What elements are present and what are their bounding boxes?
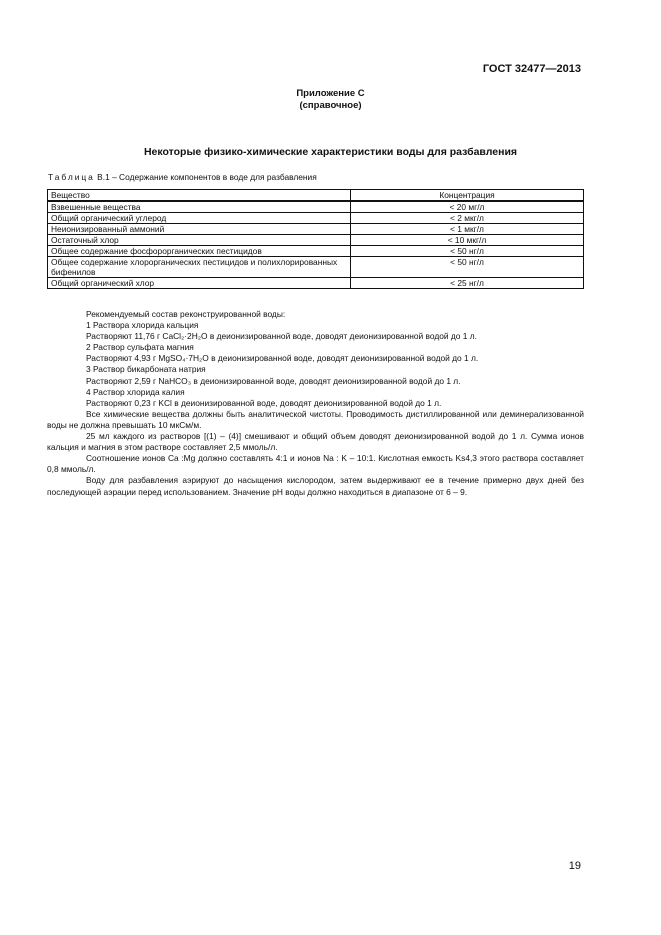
paragraph: 1 Раствора хлорида кальция xyxy=(86,320,199,331)
concentration-cell: < 1 мкг/л xyxy=(351,224,584,235)
header-substance: Вещество xyxy=(48,190,351,202)
paragraph: Воду для разбавления аэрируют до насыщения кислородом, затем выдерживают ее в течение примерно двух дней без последующей аэрации перед использованием. Значение pH воды должно находиться в диапазоне от 6 – 9. xyxy=(47,475,584,497)
substance-cell: Неионизированный аммоний xyxy=(48,224,351,235)
table-row xyxy=(48,278,584,289)
concentration-cell: < 10 мкг/л xyxy=(351,235,584,246)
paragraph: Растворяют 0,23 г KCl в деионизированной воде, доводят деионизированной водой до 1 л. xyxy=(86,397,442,408)
table-row xyxy=(48,257,584,278)
table-row xyxy=(48,246,584,257)
annex-subtitle: (справочное) xyxy=(299,100,362,111)
concentration-cell: < 50 нг/л xyxy=(351,257,584,278)
paragraph: Растворяют 11,76 г CaCl₂·2H₂O в деионизированной воде, доводят деионизированной водой до 1 л. xyxy=(86,331,477,342)
substance-cell: Общий органический хлор xyxy=(48,278,351,289)
paragraph: 3 Раствор бикарбоната натрия xyxy=(86,364,206,375)
body-text xyxy=(47,309,584,498)
paragraph: Соотношение ионов Ca :Mg должно составлять 4:1 и ионов Na : K – 10:1. Кислотная емкость Ks4,3 этого раствора составляет 0,8 ммоль/л. xyxy=(47,453,584,475)
table-row xyxy=(48,224,584,235)
table-row xyxy=(48,235,584,246)
paragraph: 25 мл каждого из растворов [(1) – (4)] смешивают и общий объем доводят деионизированной водой до 1 л. Сумма ионов кальция и магния в этом растворе составляет 2,5 ммоль/л. xyxy=(47,431,584,453)
standard-number: ГОСТ 32477—2013 xyxy=(482,63,581,75)
page-number: 19 xyxy=(568,860,581,872)
substance-cell: Взвешенные вещества xyxy=(48,201,351,213)
paragraph: Растворяют 4,93 г MgSO₄·7H₂O в деионизированной воде, доводят деионизированной водой до 1 л. xyxy=(86,353,479,364)
concentration-cell: < 50 нг/л xyxy=(351,246,584,257)
table-caption xyxy=(48,172,317,182)
substance-cell: Остаточный хлор xyxy=(48,235,351,246)
table-caption-label: Таблица xyxy=(48,172,95,182)
annex-heading xyxy=(0,88,661,112)
table-row xyxy=(48,201,584,213)
substance-cell: Общий органический углерод xyxy=(48,213,351,224)
paragraph: 4 Раствор хлорида калия xyxy=(86,386,185,397)
section-title: Некоторые физико-химические характеристики воды для разбавления xyxy=(143,146,518,158)
substance-cell: Общее содержание фосфорорганических пестицидов xyxy=(48,246,351,257)
concentration-cell: < 2 мкг/л xyxy=(351,213,584,224)
substance-cell: Общее содержание хлорорганических пестицидов и полихлорированных бифенилов xyxy=(48,257,351,278)
header-concentration: Концентрация xyxy=(351,190,584,202)
table-row xyxy=(48,213,584,224)
concentration-cell: < 25 нг/л xyxy=(351,278,584,289)
annex-title: Приложение С xyxy=(296,88,365,99)
composition-table xyxy=(47,189,584,289)
paragraph: Рекомендуемый состав реконструированной воды: xyxy=(86,309,286,319)
concentration-cell: < 20 мг/л xyxy=(351,201,584,213)
paragraph: 2 Раствор сульфата магния xyxy=(86,342,194,353)
paragraph: Растворяют 2,59 г NaHCO₃ в деионизированной воде, доводят деионизированной водой до 1 л. xyxy=(86,375,461,386)
table-caption-text: В.1 – Содержание компонентов в воде для разбавления xyxy=(94,172,317,182)
paragraph: Все химические вещества должны быть аналитической чистоты. Проводимость дистиллированной или деминерализованной воды не должна превышать 10 мкСм/м. xyxy=(47,408,584,430)
table-header-row xyxy=(48,190,584,202)
